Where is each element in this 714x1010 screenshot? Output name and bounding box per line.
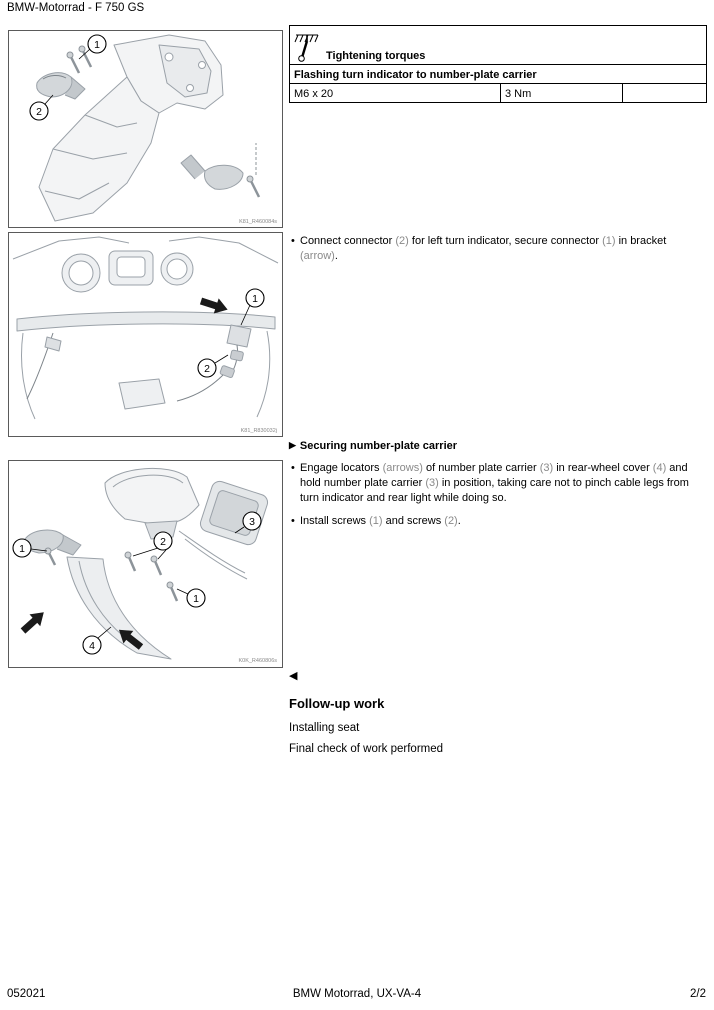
figure-code: K81_R830032j — [240, 428, 277, 434]
instruction-engage-locators — [289, 461, 707, 506]
illustration-underside — [9, 233, 282, 436]
followup-heading: Follow-up work — [289, 696, 385, 711]
instruction-text: Install screws (1) and screws (2). — [300, 515, 461, 527]
torque-value-cell: 3 Nm — [501, 84, 623, 103]
instruction-install-screws — [289, 514, 707, 529]
svg-text:2: 2 — [204, 362, 210, 375]
instruction-text: Connect connector (2) for left turn indicator, secure connector (1) in bracket (arrow). — [300, 235, 667, 262]
tightening-torques-table — [289, 25, 707, 103]
callout-2 — [30, 95, 53, 120]
followup-item-final-check: Final check of work performed — [289, 743, 444, 755]
figure-turn-indicator-screws — [8, 30, 283, 228]
figure-connectors — [8, 232, 283, 437]
bullet-marker: • — [291, 515, 295, 527]
torque-size-cell: M6 x 20 — [290, 84, 501, 103]
bullet-marker: • — [291, 235, 295, 247]
svg-text:1: 1 — [19, 542, 25, 555]
turn-indicator-right — [181, 155, 243, 189]
figure-code: K0K_R460806s — [238, 658, 277, 664]
turn-indicator-left — [25, 530, 81, 555]
svg-text:1: 1 — [252, 292, 258, 305]
number-plate-carrier — [198, 479, 269, 546]
figure-code: K81_R460084s — [239, 219, 277, 225]
callout-1b — [177, 589, 205, 607]
svg-text:4: 4 — [89, 639, 95, 652]
instruction-text: Engage locators (arrows) of number plate carrier (3) in rear-wheel cover (4) and hold number plate carrier (3) in position, taking care not to pinch cable legs from turn indicator and rear light while doing so. — [300, 462, 689, 504]
page-title: BMW-Motorrad - F 750 GS — [7, 2, 145, 14]
instruction-connect-connector — [289, 234, 707, 264]
turn-indicator-left — [37, 73, 85, 99]
svg-text:2: 2 — [160, 535, 166, 548]
section-heading-securing — [289, 440, 457, 452]
section-heading-label: Securing number-plate carrier — [299, 440, 458, 452]
screw-icon — [67, 46, 91, 73]
torque-wrench-icon — [294, 32, 320, 62]
figure-number-plate-carrier — [8, 460, 283, 668]
footer-date: 052021 — [7, 988, 46, 1000]
footer-page-number: 2/2 — [690, 988, 706, 1000]
table-row — [290, 84, 707, 103]
arrow-icon — [18, 606, 50, 637]
footer-doc-id: BMW Motorrad, UX-VA-4 — [292, 988, 422, 1000]
torque-extra-cell — [623, 84, 707, 103]
illustration-rear-view — [9, 461, 282, 667]
back-arrow-icon: ◀ — [289, 670, 298, 682]
followup-item-installing-seat: Installing seat — [289, 722, 360, 734]
svg-text:1: 1 — [94, 38, 100, 51]
svg-text:2: 2 — [36, 105, 42, 118]
bullet-marker: • — [291, 462, 295, 474]
torque-table-row-heading: Flashing turn indicator to number-plate carrier — [290, 65, 707, 84]
svg-text:1: 1 — [193, 592, 199, 605]
torque-table-title: Tightening torques — [326, 50, 426, 62]
screw-icon — [247, 176, 259, 197]
section-arrow-icon: ▶ — [289, 440, 296, 450]
svg-text:3: 3 — [249, 515, 255, 528]
callout-4 — [83, 627, 111, 654]
illustration-rear-carrier — [9, 31, 282, 227]
